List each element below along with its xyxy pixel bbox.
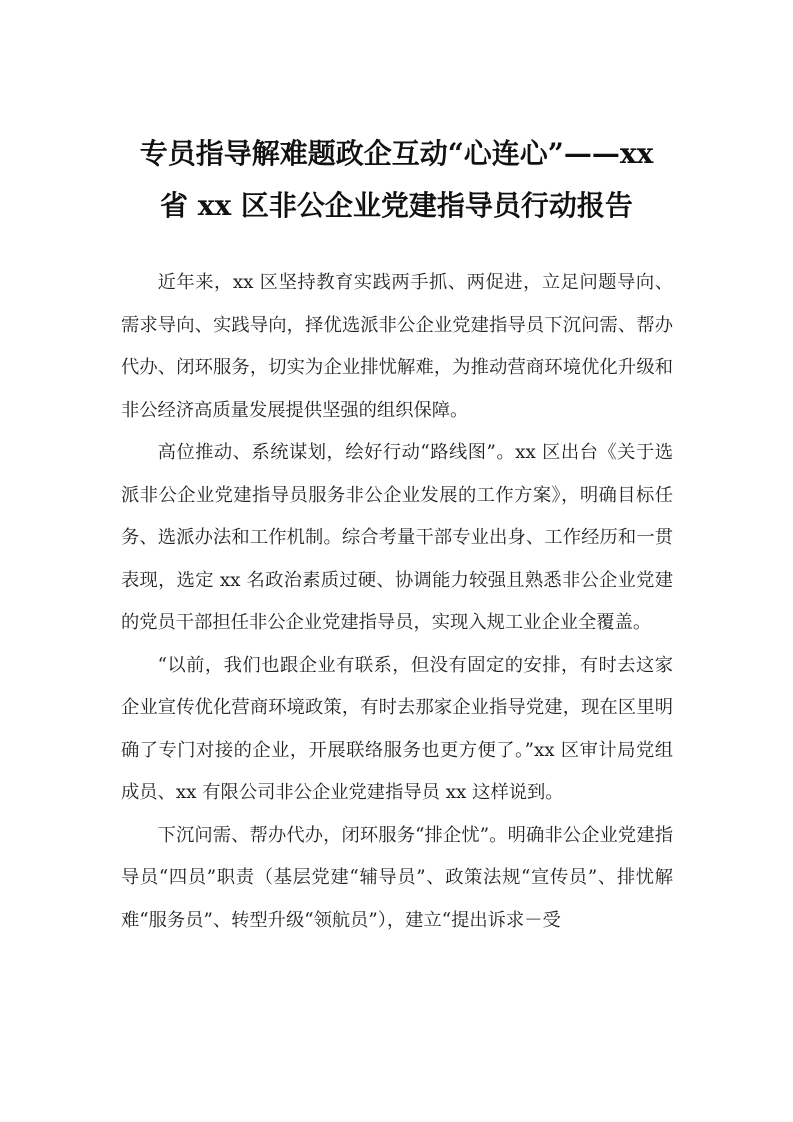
- title-line-1: 专员指导解难题政企互动“心连心”——xx: [139, 137, 654, 170]
- document-title: [100, 128, 693, 232]
- paragraph-intro: 近年来，xx 区坚持教育实践两手抓、两促进，立足问题导向、需求导向、实践导向，择优选派非公企业党建指导员下沉问需、帮办代办、闭环服务，切实为企业排忧解难，为推动营商环境优化升级和非公经济高质量发展提供坚强的组织保障。: [121, 272, 673, 421]
- document-body: [121, 262, 673, 942]
- paragraph-planning: 高位推动、系统谋划，绘好行动“路线图”。xx 区出台《关于选派非公企业党建指导员服务非公企业发展的工作方案》，明确目标任务、选派办法和工作机制。综合考量干部专业出身、工作经历和一贯表现，选定 xx 名政治素质过硬、协调能力较强且熟悉非公企业党建的党员干部担任非公企业党建指导员，实现入规工业企业全覆盖。: [121, 442, 673, 633]
- paragraph-service: 下沉问需、帮办代办，闭环服务“排企忧”。明确非公企业党建指导员“四员”职责（基层党建“辅导员”、政策法规“宣传员”、排忧解难“服务员”、转型升级“领航员”），建立“提出诉求－受: [121, 824, 673, 931]
- title-line-2: 省 xx 区非公企业党建指导员行动报告: [160, 189, 633, 222]
- paragraph-quote: “以前，我们也跟企业有联系，但没有固定的安排，有时去这家企业宣传优化营商环境政策，有时去那家企业指导党建，现在区里明确了专门对接的企业，开展联络服务也更方便了。”xx 区审计局党组成员、xx 有限公司非公企业党建指导员 xx 这样说到。: [121, 654, 673, 803]
